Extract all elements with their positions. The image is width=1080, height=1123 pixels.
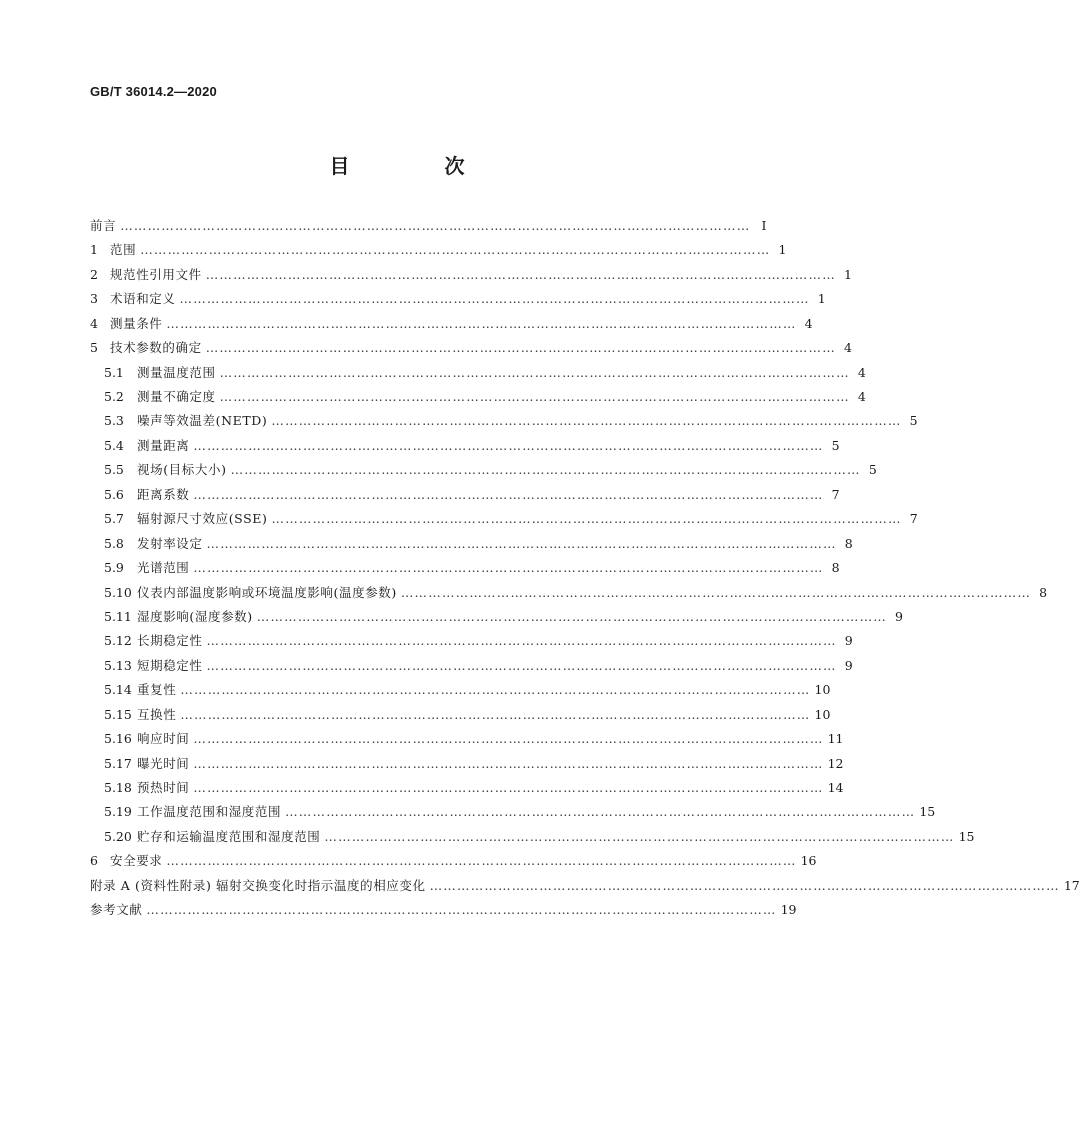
toc-entry-number: 5.7 xyxy=(104,511,124,527)
table-of-contents xyxy=(90,214,1080,923)
toc-dot-leader: ………………………………………………………………………………………………………………………… xyxy=(120,217,751,233)
toc-entry-page: 4 xyxy=(804,315,813,331)
toc-entry[interactable] xyxy=(90,312,813,336)
toc-entry[interactable] xyxy=(90,287,826,311)
toc-entry-page: 4 xyxy=(857,364,866,380)
toc-dot-leader: ………………………………………………………………………………………………………………………… xyxy=(285,804,916,820)
toc-entry-number: 4 xyxy=(90,315,98,331)
toc-entry-label: 发射率设定 xyxy=(137,535,203,551)
toc-entry-number: 5.15 xyxy=(104,706,132,722)
toc-entry-label: 曝光时间 xyxy=(137,755,190,771)
toc-entry-number: 5.1 xyxy=(104,364,124,380)
toc-entry-number: 5.19 xyxy=(104,804,132,820)
toc-entry-page: 19 xyxy=(780,902,797,918)
toc-entry-number: 5 xyxy=(90,340,98,356)
toc-entry[interactable] xyxy=(90,532,853,556)
toc-entry[interactable] xyxy=(90,898,797,922)
toc-entry-number: 5.5 xyxy=(104,462,124,478)
toc-entry-page: 15 xyxy=(919,804,936,820)
toc-entry[interactable] xyxy=(90,556,840,580)
toc-dot-leader: ………………………………………………………………………………………………………………………… xyxy=(180,682,811,698)
toc-entry-number: 5.8 xyxy=(104,535,124,551)
toc-entry-label: 工作温度范围和湿度范围 xyxy=(137,804,282,820)
toc-entry-label: 术语和定义 xyxy=(110,291,176,307)
toc-entry-page: 10 xyxy=(814,682,831,698)
toc-entry-number: 5.6 xyxy=(104,486,124,502)
toc-dot-leader: ………………………………………………………………………………………………………………………… xyxy=(400,584,1032,600)
toc-entry-label: 前言 xyxy=(90,217,117,233)
toc-entry-label: 技术参数的确定 xyxy=(110,340,202,356)
toc-dot-leader: ………………………………………………………………………………………………………………………… xyxy=(219,364,850,380)
toc-entry-label: 贮存和运输温度范围和湿度范围 xyxy=(137,828,321,844)
toc-entry-page: 17 xyxy=(1063,877,1080,893)
toc-dot-leader: ………………………………………………………………………………………………………………………… xyxy=(219,389,850,405)
toc-entry-label: 测量温度范围 xyxy=(137,364,216,380)
toc-dot-leader: ………………………………………………………………………………………………………………………… xyxy=(271,413,902,429)
toc-entry[interactable] xyxy=(90,654,853,678)
toc-entry-label: 范围 xyxy=(110,242,137,258)
toc-entry-page: 10 xyxy=(814,706,831,722)
toc-entry-page: Ⅰ xyxy=(761,217,767,233)
toc-entry-number: 5.11 xyxy=(104,608,132,624)
toc-entry-label: 短期稳定性 xyxy=(137,657,203,673)
toc-entry[interactable] xyxy=(90,678,831,702)
toc-entry-page: 8 xyxy=(1039,584,1048,600)
toc-entry-label: 互换性 xyxy=(137,706,177,722)
toc-entry[interactable] xyxy=(90,483,840,507)
toc-entry-number: 5.20 xyxy=(104,828,132,844)
toc-entry[interactable] xyxy=(90,849,817,873)
toc-entry-number: 6 xyxy=(90,853,98,869)
toc-entry[interactable] xyxy=(90,214,767,238)
toc-entry-page: 15 xyxy=(958,828,975,844)
toc-entry-label: 附录 A (资料性附录) 辐射交换变化时指示温度的相应变化 xyxy=(90,877,426,893)
toc-entry[interactable] xyxy=(90,410,918,434)
toc-entry-page: 1 xyxy=(843,266,852,282)
toc-entry-label: 噪声等效温差(NETD) xyxy=(137,413,268,429)
standard-code: GB/T 36014.2—2020 xyxy=(90,84,217,99)
toc-dot-leader: ………………………………………………………………………………………………………………………… xyxy=(140,242,771,258)
toc-entry-number: 5.17 xyxy=(104,755,132,771)
toc-entry-label: 测量条件 xyxy=(110,315,163,331)
toc-entry[interactable] xyxy=(90,336,852,360)
toc-dot-leader: ………………………………………………………………………………………………………………………… xyxy=(230,462,861,478)
toc-entry-number: 5.3 xyxy=(104,413,124,429)
toc-entry-number: 5.10 xyxy=(104,584,132,600)
toc-dot-leader: ………………………………………………………………………………………………………………………… xyxy=(324,828,955,844)
toc-dot-leader: ………………………………………………………………………………………………………………………… xyxy=(193,437,824,453)
page-title: 目 次 xyxy=(329,154,509,178)
toc-dot-leader: ………………………………………………………………………………………………………………………… xyxy=(206,657,837,673)
toc-dot-leader: ………………………………………………………………………………………………………………………… xyxy=(193,780,824,796)
toc-entry-label: 仪表内部温度影响或环境温度影响(温度参数) xyxy=(137,584,397,600)
toc-entry-label: 安全要求 xyxy=(110,853,163,869)
toc-dot-leader: ………………………………………………………………………………………………………………………… xyxy=(206,633,837,649)
toc-dot-leader: ………………………………………………………………………………………………………………………… xyxy=(180,706,811,722)
toc-entry-number: 2 xyxy=(90,266,98,282)
toc-entry-page: 7 xyxy=(909,511,918,527)
toc-entry-label: 规范性引用文件 xyxy=(110,266,202,282)
toc-entry-label: 测量距离 xyxy=(137,437,190,453)
toc-entry[interactable] xyxy=(90,507,918,531)
toc-dot-leader: ………………………………………………………………………………………………………………………… xyxy=(256,608,887,624)
toc-entry[interactable] xyxy=(90,263,852,287)
toc-entry[interactable] xyxy=(90,605,903,629)
toc-entry[interactable] xyxy=(90,385,866,409)
toc-entry-page: 1 xyxy=(778,242,787,258)
toc-entry-label: 重复性 xyxy=(137,682,177,698)
toc-entry-label: 长期稳定性 xyxy=(137,633,203,649)
toc-entry-label: 视场(目标大小) xyxy=(137,462,227,478)
toc-entry-number: 5.16 xyxy=(104,731,132,747)
toc-entry-page: 12 xyxy=(827,755,844,771)
toc-entry[interactable] xyxy=(90,629,853,653)
toc-dot-leader: ………………………………………………………………………………………………………………………… xyxy=(179,291,810,307)
toc-dot-leader: ………………………………………………………………………………………………………………………… xyxy=(205,340,836,356)
toc-entry-label: 距离系数 xyxy=(137,486,190,502)
toc-dot-leader: ………………………………………………………………………………………………………………………… xyxy=(146,902,777,918)
toc-entry-label: 湿度影响(湿度参数) xyxy=(137,608,253,624)
toc-entry[interactable] xyxy=(90,703,831,727)
toc-entry-number: 5.12 xyxy=(104,633,132,649)
toc-entry[interactable] xyxy=(90,581,1048,605)
toc-entry-page: 9 xyxy=(844,657,853,673)
toc-entry-number: 5.18 xyxy=(104,780,132,796)
toc-entry-number: 5.13 xyxy=(104,657,132,673)
toc-entry-number: 1 xyxy=(90,242,98,258)
toc-entry-page: 11 xyxy=(827,731,844,747)
toc-entry[interactable] xyxy=(90,825,975,849)
toc-dot-leader: ………………………………………………………………………………………………………………………… xyxy=(193,755,824,771)
toc-entry-number: 5.4 xyxy=(104,437,124,453)
toc-entry-number: 5.9 xyxy=(104,560,124,576)
toc-entry-label: 测量不确定度 xyxy=(137,389,216,405)
toc-entry-page: 8 xyxy=(844,535,853,551)
toc-entry-page: 5 xyxy=(868,462,877,478)
toc-entry[interactable] xyxy=(90,361,866,385)
toc-entry-page: 5 xyxy=(831,437,840,453)
toc-entry-label: 响应时间 xyxy=(137,731,190,747)
toc-entry[interactable] xyxy=(90,801,936,825)
toc-entry-label: 光谱范围 xyxy=(137,560,190,576)
toc-entry-number: 3 xyxy=(90,291,98,307)
toc-entry[interactable] xyxy=(90,727,844,751)
toc-dot-leader: ………………………………………………………………………………………………………………………… xyxy=(193,486,824,502)
toc-entry-label: 参考文献 xyxy=(90,902,143,918)
toc-dot-leader: ………………………………………………………………………………………………………………………… xyxy=(205,266,836,282)
toc-entry-label: 辐射源尺寸效应(SSE) xyxy=(137,511,268,527)
toc-entry-number: 5.2 xyxy=(104,389,124,405)
toc-dot-leader: ………………………………………………………………………………………………………………………… xyxy=(193,731,824,747)
toc-entry-label: 预热时间 xyxy=(137,780,190,796)
toc-entry-number: 5.14 xyxy=(104,682,132,698)
toc-entry[interactable] xyxy=(90,752,844,776)
toc-dot-leader: ………………………………………………………………………………………………………………………… xyxy=(206,535,837,551)
toc-entry-page: 8 xyxy=(831,560,840,576)
toc-entry-page: 16 xyxy=(800,853,817,869)
toc-dot-leader: ………………………………………………………………………………………………………………………… xyxy=(166,315,797,331)
toc-entry[interactable] xyxy=(90,238,787,262)
toc-entry-page: 5 xyxy=(909,413,918,429)
toc-entry[interactable] xyxy=(90,434,840,458)
toc-entry-page: 9 xyxy=(844,633,853,649)
toc-entry-page: 4 xyxy=(857,389,866,405)
toc-entry-page: 1 xyxy=(817,291,826,307)
toc-entry[interactable] xyxy=(90,776,844,800)
toc-dot-leader: ………………………………………………………………………………………………………………………… xyxy=(193,560,824,576)
toc-dot-leader: ………………………………………………………………………………………………………………………… xyxy=(429,877,1060,893)
toc-entry-page: 4 xyxy=(843,340,852,356)
toc-entry[interactable] xyxy=(90,874,1080,898)
toc-dot-leader: ………………………………………………………………………………………………………………………… xyxy=(166,853,797,869)
toc-entry-page: 7 xyxy=(831,486,840,502)
toc-entry-page: 9 xyxy=(895,608,903,624)
toc-entry-page: 14 xyxy=(827,780,844,796)
toc-entry[interactable] xyxy=(90,458,877,482)
toc-dot-leader: ………………………………………………………………………………………………………………………… xyxy=(271,511,902,527)
